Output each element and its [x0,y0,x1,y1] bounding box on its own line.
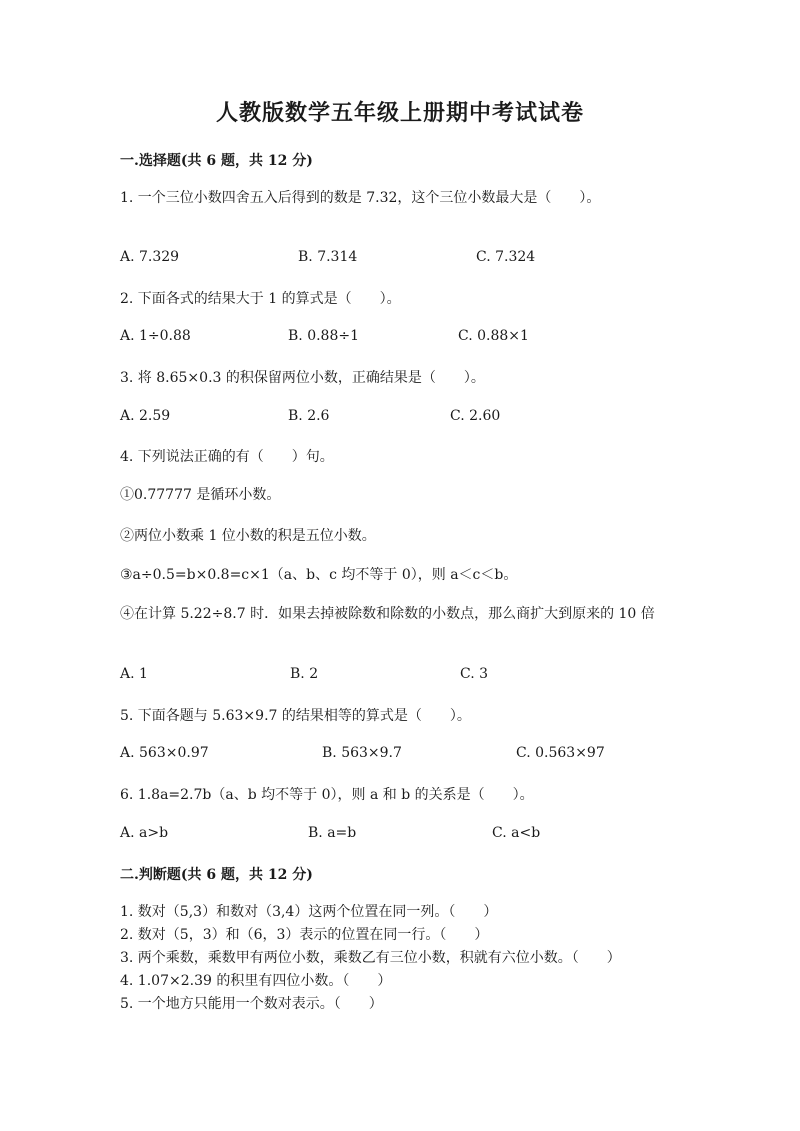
option-c: C. 2.60 [450,408,501,424]
option-c: C. 0.88×1 [458,328,529,344]
option-a: A. 563×0.97 [120,745,209,761]
option-b: B. a=b [308,825,357,841]
question-4-statement-1: ①0.77777 是循环小数。 [120,487,281,503]
question-6-options [120,825,680,847]
question-2-stem: 2. 下面各式的结果大于 1 的算式是（ ）。 [120,291,401,307]
true-false-item-3: 3. 两个乘数，乘数甲有两位小数，乘数乙有三位小数，积就有六位小数。（ ） [120,950,621,966]
option-b: B. 2.6 [288,408,330,424]
question-4-statement-4: ④在计算 5.22÷8.7 时．如果去掉被除数和除数的小数点，那么商扩大到原来的 10 倍 [120,606,655,622]
option-c: C. 0.563×97 [516,745,605,761]
exam-title: 人教版数学五年级上册期中考试试卷 [215,100,584,126]
question-4-stem: 4. 下列说法正确的有（ ）句。 [120,449,334,465]
option-c: C. 7.324 [476,249,536,265]
question-4-options [120,666,680,688]
option-b: B. 0.88÷1 [288,328,359,344]
question-1-stem: 1. 一个三位小数四舍五入后得到的数是 7.32，这个三位小数最大是（ ）。 [120,190,601,206]
question-5-stem: 5. 下面各题与 5.63×9.7 的结果相等的算式是（ ）。 [120,708,471,724]
section-heading-true-false: 二.判断题(共 6 题，共 12 分) [120,867,313,883]
option-b: B. 7.314 [298,249,358,265]
option-a: A. 1÷0.88 [120,328,191,344]
option-a: A. a>b [120,825,169,841]
option-b: B. 2 [290,666,319,682]
question-1-options [120,249,680,271]
question-4-statement-2: ②两位小数乘 1 位小数的积是五位小数。 [120,528,376,544]
option-a: A. 2.59 [120,408,171,424]
section-heading-choice: 一.选择题(共 6 题，共 12 分) [120,153,313,169]
question-2-options [120,328,680,350]
option-b: B. 563×9.7 [322,745,402,761]
true-false-item-2: 2. 数对（5，3）和（6，3）表示的位置在同一行。（ ） [120,927,489,943]
true-false-item-1: 1. 数对（5,3）和数对（3,4）这两个位置在同一列。（ ） [120,904,498,920]
option-a: A. 1 [120,666,148,682]
option-a: A. 7.329 [120,249,180,265]
true-false-item-5: 5. 一个地方只能用一个数对表示。（ ） [120,996,383,1012]
question-4-statement-3: ③a÷0.5=b×0.8=c×1（a、b、c 均不等于 0），则 a＜c＜b。 [120,567,518,583]
question-6-stem: 6. 1.8a=2.7b（a、b 均不等于 0），则 a 和 b 的关系是（ ）。 [120,787,534,803]
question-3-stem: 3. 将 8.65×0.3 的积保留两位小数，正确结果是（ ）。 [120,370,485,386]
option-c: C. a<b [492,825,541,841]
true-false-list [120,901,680,1016]
question-5-options [120,745,680,767]
option-c: C. 3 [460,666,489,682]
question-3-options [120,408,680,430]
true-false-item-4: 4. 1.07×2.39 的积里有四位小数。（ ） [120,973,392,989]
